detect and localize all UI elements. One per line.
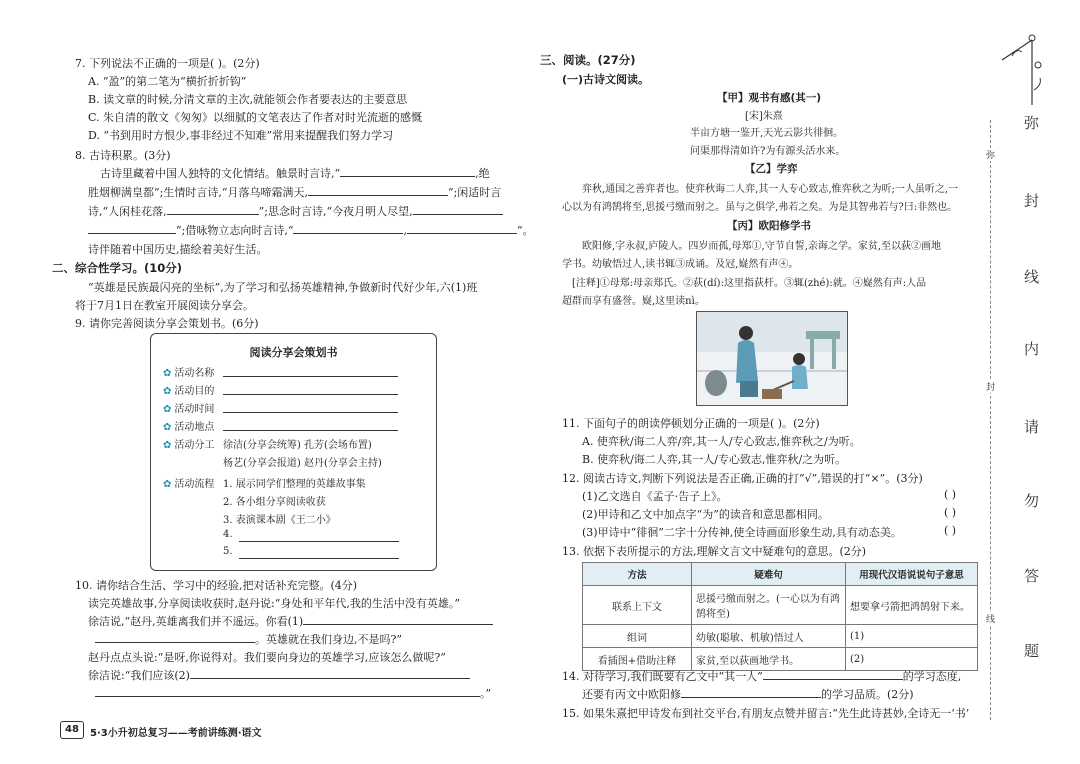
answer-blank[interactable] [239, 541, 399, 542]
subsection-1-heading: (一)古诗文阅读。 [562, 73, 650, 86]
table-cell-answer[interactable]: (2) [846, 648, 978, 671]
table-cell: 看插图+借助注释 [583, 648, 692, 671]
margin-char: 内 [1024, 340, 1040, 358]
binding-mark: 封 [986, 380, 995, 393]
q8-line4: ”;借咏物立志向时言诗,“ , ”。 [88, 222, 534, 238]
q7-option-b: B. 读文章的时候,分清文章的主次,就能领会作者要表达的主要意思 [88, 93, 408, 106]
margin-char: 勿 [1024, 492, 1040, 510]
section-3-heading: 三、阅读。(27分) [540, 53, 636, 67]
notes-line1: [注释]①母郑:母亲郑氏。②荻(dí):这里指荻杆。③辄(zhé):就。④嶷然有声:人品 [572, 278, 927, 289]
poem-jia-line2: 问渠那得清如许?为有源头活水来。 [690, 146, 846, 157]
plan-row-name: ✿ 活动名称 [163, 368, 215, 379]
decorative-branch-icon [992, 30, 1052, 110]
q12-answer-paren[interactable]: ( ) [944, 524, 957, 537]
q10-line1: 读完英雄故事,分享阅读收获时,赵丹说:“身处和平年代,我的生活中没有英雄。” [88, 597, 460, 610]
q10-line6: 。” [95, 685, 491, 701]
binding-mark: 弥 [986, 148, 995, 161]
section-2-intro-line2: 将于7月1日在教室开展阅读分享会。 [75, 299, 254, 312]
star-icon: ✿ [163, 368, 172, 379]
star-icon: ✿ [163, 479, 172, 490]
q8-line5: 诗伴随着中国历史,描绘着美好生活。 [88, 243, 268, 256]
q11-stem: 11. 下面句子的朗读停顿划分正确的一项是( )。(2分) [562, 417, 820, 430]
answer-blank[interactable] [407, 223, 517, 234]
margin-char: 答 [1024, 567, 1040, 585]
q9-stem: 9. 请你完善阅读分享会策划书。(6分) [75, 317, 259, 330]
q15-stem: 15. 如果朱熹把甲诗发布到社交平台,有朋友点赞并留言:“先生此诗甚妙,全诗无一‘书’ [562, 707, 970, 720]
q12-item1: (1)乙文选自《孟子·告子上》。 [582, 490, 728, 503]
answer-blank[interactable] [95, 686, 480, 697]
text-yi-title: 【乙】学弈 [745, 163, 798, 175]
plan-division-line1: 徐洁(分享会统筹) 孔芳(会场布置) [223, 440, 372, 451]
notes-line2: 超群而享有盛誉。嶷,这里读nì。 [562, 296, 705, 307]
table-cell: 组词 [583, 625, 692, 648]
binding-mark: 线 [986, 612, 995, 625]
table-header: 疑难句 [692, 563, 846, 586]
table-row [583, 625, 978, 648]
q13-stem: 13. 依据下表所提示的方法,理解文言文中疑难句的意思。(2分) [562, 545, 867, 558]
table-cell: 家贫,至以荻画地学书。 [692, 648, 846, 671]
answer-blank[interactable] [223, 430, 398, 431]
text-yi-line1: 弈秋,通国之善弈者也。使弈秋诲二人弈,其一人专心致志,惟弈秋之为听;一人虽听之,一 [582, 184, 959, 195]
q10-line4: 赵丹点点头说:“是呀,你说得对。我们要向身边的英雄学习,应该怎么做呢?” [88, 651, 446, 664]
q12-answer-paren[interactable]: ( ) [944, 506, 957, 519]
poem-jia-author: [宋]朱熹 [745, 111, 783, 122]
margin-char: 请 [1024, 418, 1040, 436]
plan-flow-item: 1. 展示同学们整理的英雄故事集 [223, 479, 366, 490]
q7-option-c: C. 朱自清的散文《匆匆》以细腻的文笔表达了作者对时光流逝的感慨 [88, 111, 423, 124]
table-header: 用现代汉语说说句子意思 [846, 563, 978, 586]
q7-stem: 7. 下列说法不正确的一项是( )。(2分) [75, 57, 260, 70]
q8-stem: 8. 古诗积累。(3分) [75, 149, 171, 162]
answer-blank[interactable] [190, 668, 470, 679]
answer-blank[interactable] [223, 412, 398, 413]
plan-row-time: ✿ 活动时间 [163, 404, 215, 415]
answer-blank[interactable] [167, 204, 259, 215]
answer-blank[interactable] [763, 669, 903, 680]
poem-jia-line1: 半亩方塘一鉴开,天光云影共徘徊。 [690, 128, 844, 139]
q11-option-a: A. 使弈秋/诲二人弈/弈,其一人/专心致志,惟弈秋之/为听。 [582, 435, 861, 448]
section-2-heading: 二、综合性学习。(10分) [52, 261, 183, 275]
answer-blank[interactable] [308, 185, 448, 196]
q8-line1: 古诗里藏着中国人独特的文化情结。触景时言诗,“ ,绝 [100, 167, 490, 180]
table-header-row [583, 563, 978, 586]
answer-blank[interactable] [293, 223, 403, 234]
answer-blank[interactable] [681, 687, 821, 698]
q7-option-a: A. “盈”的第二笔为“横折折折钩” [88, 75, 247, 88]
q12-stem: 12. 阅读古诗文,判断下列说法是否正确,正确的打“√”,错误的打“×”。(3分) [562, 472, 923, 485]
table-row [583, 586, 978, 625]
study-illustration [696, 311, 848, 406]
star-icon: ✿ [163, 440, 172, 451]
margin-char: 封 [1024, 192, 1040, 210]
answer-blank[interactable] [340, 166, 475, 177]
answer-blank[interactable] [413, 204, 503, 215]
q10-line5: 徐洁说:“我们应该(2) [88, 667, 470, 683]
plan-row-place: ✿ 活动地点 [163, 422, 215, 433]
answer-blank[interactable] [95, 632, 255, 643]
text-yi-line2: 心以为有鸿鹄将至,思援弓缴而射之。虽与之俱学,弗若之矣。为是其智弗若与?曰:非然也。 [562, 202, 958, 213]
answer-blank[interactable] [223, 394, 398, 395]
poem-jia-title: 【甲】观书有感(其一) [717, 92, 822, 104]
star-icon: ✿ [163, 422, 172, 433]
table-cell: 思援弓缴而射之。(一心以为有鸿鹄将至) [692, 586, 846, 625]
margin-char: 题 [1024, 642, 1040, 660]
plan-row-flow: ✿ 活动流程 [163, 479, 215, 490]
plan-flow-item: 5. [223, 546, 233, 557]
answer-blank[interactable] [239, 558, 399, 559]
table-cell: 想要拿弓箭把鸿鹄射下来。 [846, 586, 978, 625]
page-number: 48 [60, 721, 84, 739]
table-header: 方法 [583, 563, 692, 586]
plan-flow-item: 2. 各小组分享阅读收获 [223, 497, 326, 508]
q12-answer-paren[interactable]: ( ) [944, 488, 957, 501]
q8-line2: 胜烟柳满皇都”;生情时言诗,“月落乌啼霜满天, ”;闲适时言 [88, 186, 502, 199]
margin-char: 弥 [1024, 114, 1040, 132]
star-icon: ✿ [163, 386, 172, 397]
table-cell: 联系上下文 [583, 586, 692, 625]
footer-title: 5·3小升初总复习——考前讲练测·语文 [90, 728, 262, 739]
q14-line2: 还要有丙文中欧阳修 的学习品质。(2分) [582, 688, 914, 701]
text-bing-line2: 学书。幼敏悟过人,读书辄③成诵。及冠,嶷然有声④。 [562, 259, 799, 270]
q11-option-b: B. 使弈秋/诲二人弈,其一人/专心致志,惟弈秋/之为听。 [582, 453, 847, 466]
table-cell-answer[interactable]: (1) [846, 625, 978, 648]
answer-blank[interactable] [88, 223, 176, 234]
plan-title: 阅读分享会策划书 [249, 346, 338, 359]
q12-item3: (3)甲诗中“徘徊”二字十分传神,使全诗画面形象生动,具有动态美。 [582, 526, 902, 539]
plan-row-division: ✿ 活动分工 [163, 440, 215, 451]
answer-blank[interactable] [223, 376, 398, 377]
text-bing-line1: 欧阳修,字永叔,庐陵人。四岁而孤,母郑①,守节自誓,亲诲之学。家贫,至以荻②画地 [582, 241, 942, 252]
q10-line3: 。英雄就在我们身边,不是吗?” [95, 631, 402, 647]
reading-plan-box [150, 333, 437, 571]
star-icon: ✿ [163, 404, 172, 415]
q10-stem: 10. 请你结合生活、学习中的经验,把对话补充完整。(4分) [75, 579, 358, 592]
table-cell: 幼敏(聪敏、机敏)悟过人 [692, 625, 846, 648]
q7-option-d: D. “书到用时方恨少,事非经过不知难”常用来提醒我们努力学习 [88, 129, 394, 142]
margin-char: 线 [1024, 268, 1040, 286]
section-2-intro-line1: “英雄是民族最闪亮的坐标”,为了学习和弘扬英雄精神,争做新时代好少年,六(1)班 [88, 281, 478, 294]
q14-line1: 14. 对待学习,我们既要有乙文中“其一人” 的学习态度, [562, 670, 962, 683]
plan-flow-item: 3. 表演课本剧《王二小》 [223, 515, 336, 526]
plan-division-line2: 杨艺(分享会报道) 赵丹(分享会主持) [223, 458, 382, 469]
q12-item2: (2)甲诗和乙文中加点字“为”的读音和意思都相同。 [582, 508, 829, 521]
binding-dashed-line [990, 120, 991, 720]
plan-flow-item: 4. [223, 529, 233, 540]
q10-line2: 徐洁说,“赵丹,英雄离我们并不遥远。你看(1) [88, 613, 493, 629]
q13-method-table [582, 562, 978, 671]
answer-blank[interactable] [303, 614, 493, 625]
text-bing-title: 【丙】欧阳修学书 [727, 220, 811, 232]
q8-line3: 诗,“人闲桂花落, ”;思念时言诗,“今夜月明人尽望, [88, 203, 503, 219]
plan-row-purpose: ✿ 活动目的 [163, 386, 215, 397]
